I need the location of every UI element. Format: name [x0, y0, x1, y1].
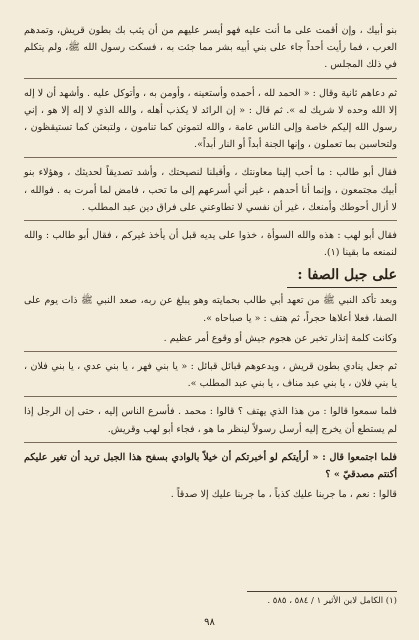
heading-underline — [287, 287, 397, 288]
paragraph-1: بنو أبيك ، وإن أقمت على ما أنت عليه فهو أيسر عليهم من أن يثب بك بطون قريش، وتمدهم العرب ، فما رأيت أحداً جاء على بني أبيه بشر مما جئت به ، فسكت رسول الله ﷺ، ولم يتكلم في ذلك المجلس . — [24, 25, 397, 71]
footnote-rule — [247, 591, 397, 592]
document-page — [24, 22, 397, 626]
section-divider — [24, 157, 397, 158]
paragraph-3: فقال أبو طالب : ما أحب إلينا معاونتك ، وأقبلنا لنصيحتك ، وأشد تصديقاً لحديثك ، وهؤلاء بنو أبيك مجتمعون ، وإنما أنا أحدهم ، غير أني أسرعهم إلى ما تحب ، فامض لما أمرت به . فوالله ، لا أزال أحوطك وأمنعك ، غير أن نفسي لا تطاوعني على فراق دين عبد المطلب . — [24, 167, 397, 213]
paragraph-10: قالوا : نعم ، ما جربنا عليك كذباً ، ما جربنا عليك إلا صدقاً . — [170, 489, 397, 501]
section-divider — [24, 442, 397, 443]
section-divider — [24, 220, 397, 221]
paragraph-6: وكانت كلمة إنذار تخبر عن هجوم جيش أو وقوع أمر عظيم . — [163, 332, 397, 344]
footnote: (١) الكامل لابن الأثير ١ / ٥٨٤ ، ٥٨٥ . — [267, 596, 397, 606]
paragraph-2: ثم دعاهم ثانية وقال : « الحمد لله ، أحمده وأستعينه ، وأومن به ، وأتوكل عليه . وأشهد أن لا إله إلا الله وحده لا شريك له ». ثم قال : « إن الرائد لا يكذب أهله ، والله الذي لا إله إلا هو ، إني رسول الله إليكم خاصة وإلى الناس عامة ، والله لتموتن كما تنامون ، ولتبعثن كما تستيقظون ، ولتحاسبن بما تعملون ، وإنها الجنة أبداً أو النار أبداً». — [24, 87, 397, 151]
section-divider — [24, 78, 397, 79]
section-heading-text: على جبل الصفا : — [297, 267, 397, 284]
page-number: ٩٨ — [204, 617, 215, 628]
paragraph-7: ثم جعل ينادي بطون قريش ، ويدعوهم قبائل قبائل : « يا بني فهر ، يا بني عدي ، يا بني فلان ، يا بني فلان ، يا بني عبد مناف ، يا بني عبد المطلب ». — [24, 361, 397, 390]
section-divider — [24, 396, 397, 397]
paragraph-4: فقال أبو لهب : هذه والله السوأة ، خذوا على يديه قبل أن يأخذ غيركم ، فقال أبو طالب : والله لنمنعه ما بقينا (١). — [24, 230, 397, 259]
paragraph-9: فلما اجتمعوا قال : « أرأيتكم لو أخبرتكم أن خيلاً بالوادي بسفح هذا الجبل تريد أن تغير عليكم أكنتم مصدقيّ » ؟ — [24, 451, 397, 481]
section-divider — [24, 351, 397, 352]
paragraph-8: فلما سمعوا قالوا : من هذا الذي يهتف ؟ قالوا : محمد . فأسرع الناس إليه ، حتى إن الرجل إذا لم يستطع أن يخرج إليه أرسل رسولاً لينظر ما هو ، فجاء أبو لهب وقريش. — [24, 406, 397, 435]
paragraph-5: وبعد تأكد النبي ﷺ من تعهد أبي طالب بحمايته وهو يبلغ عن ربه، صعد النبي ﷺ ذات يوم على الصفا، فعلا أعلاها حجراً، ثم هتف : « يا صباحاه ». — [24, 295, 397, 324]
section-heading — [24, 264, 397, 288]
